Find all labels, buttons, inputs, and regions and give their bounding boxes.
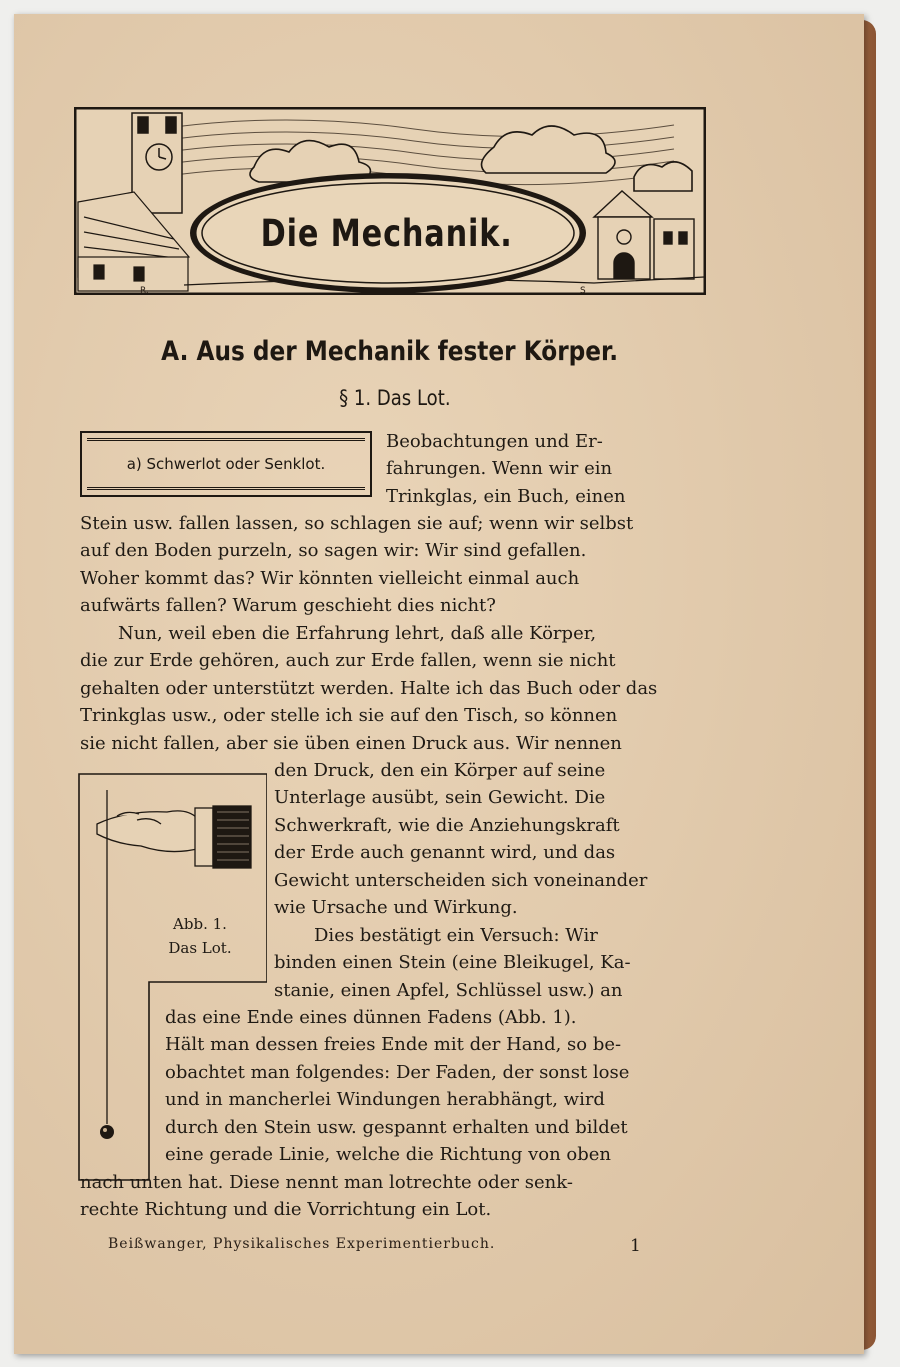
text-line: Hält man dessen freies Ende mit der Hand, so be-	[165, 1034, 622, 1056]
text-line: Dies bestätigt ein Versuch: Wir	[314, 925, 598, 946]
text-line: durch den Stein usw. gespannt erhalten und bildet	[165, 1116, 628, 1138]
figure-caption-text: Das Lot.	[168, 939, 232, 957]
paragraph-3-narrow	[274, 922, 706, 1004]
subheading-box	[80, 431, 372, 497]
text-line: Unterlage ausübt, sein Gewicht. Die	[274, 787, 606, 809]
artist-initial-right: S	[580, 286, 586, 296]
figure-plumb-line	[77, 772, 267, 1182]
text-line: und in mancherlei Windungen herabhängt, wird	[165, 1089, 605, 1111]
text-line: Trinkglas usw., oder stelle ich sie auf den Tisch, so können	[80, 705, 618, 727]
text-line: nach unten hat. Diese nennt man lotrechte oder senk-	[80, 1172, 573, 1193]
figure-label: Abb. 1.	[173, 915, 227, 933]
plumb-line-illustration	[77, 772, 267, 1182]
text-line: die zur Erde gehören, auch zur Erde fallen, wenn sie nicht	[80, 650, 616, 672]
figure-caption	[145, 912, 255, 960]
subheading-label: a) Schwerlot oder Senklot.	[87, 438, 365, 490]
text-line: fahrungen. Wenn wir ein	[386, 458, 613, 480]
text-line: aufwärts fallen? Warum geschieht dies nicht?	[80, 595, 496, 617]
text-line: Trinkglas, ein Buch, einen	[386, 485, 626, 507]
text-line: rechte Richtung und die Vorrichtung ein Lot.	[80, 1199, 492, 1221]
text-line: den Druck, den ein Körper auf seine	[274, 760, 606, 781]
text-line: Schwerkraft, wie die Anziehungskraft	[274, 814, 620, 836]
text-line: gehalten oder unterstützt werden. Halte ich das Buch oder das	[80, 677, 658, 699]
text-line: Beobachtungen und Er-	[386, 431, 603, 452]
text-line: binden einen Stein (eine Bleikugel, Ka-	[274, 952, 631, 974]
section-heading	[0, 386, 790, 410]
text-line: auf den Boden purzeln, so sagen wir: Wir sind gefallen.	[80, 540, 587, 562]
paragraph-2-narrow	[274, 757, 706, 921]
chapter-heading	[0, 336, 780, 367]
paragraph-1-narrow	[386, 428, 706, 510]
text-line: Stein usw. fallen lassen, so schlagen sie auf; wenn wir selbst	[80, 513, 634, 534]
page-number: 1	[630, 1236, 641, 1256]
paragraph-2-wide	[80, 620, 706, 757]
paragraph-1-wide	[80, 510, 706, 620]
text-line: wie Ursache und Wirkung.	[274, 897, 518, 919]
text-line: sie nicht fallen, aber sie üben einen Druck aus. Wir nennen	[80, 732, 622, 754]
page-title: Die Mechanik.	[261, 211, 513, 255]
running-footer: Beißwanger, Physikalisches Experimentierbuch.	[108, 1236, 496, 1252]
text-line: stanie, einen Apfel, Schlüssel usw.) an	[274, 979, 623, 1001]
artist-initial-left: R.	[140, 286, 149, 296]
title-oval	[188, 172, 586, 294]
text-line: Gewicht unterscheiden sich voneinander	[274, 869, 648, 891]
text-line: obachtet man folgendes: Der Faden, der sonst lose	[165, 1061, 630, 1083]
text-line: das eine Ende eines dünnen Fadens (Abb. 1).	[165, 1007, 577, 1028]
chapter-heading-text: A. Aus der Mechanik fester Körper.	[161, 336, 619, 367]
text-line: Nun, weil eben die Erfahrung lehrt, daß alle Körper,	[118, 623, 597, 644]
text-line: Woher kommt das? Wir könnten vielleicht einmal auch	[80, 567, 580, 589]
text-line: der Erde auch genannt wird, und das	[274, 842, 616, 864]
text-line: eine gerade Linie, welche die Richtung von oben	[165, 1144, 612, 1166]
section-heading-text: § 1. Das Lot.	[339, 386, 451, 410]
